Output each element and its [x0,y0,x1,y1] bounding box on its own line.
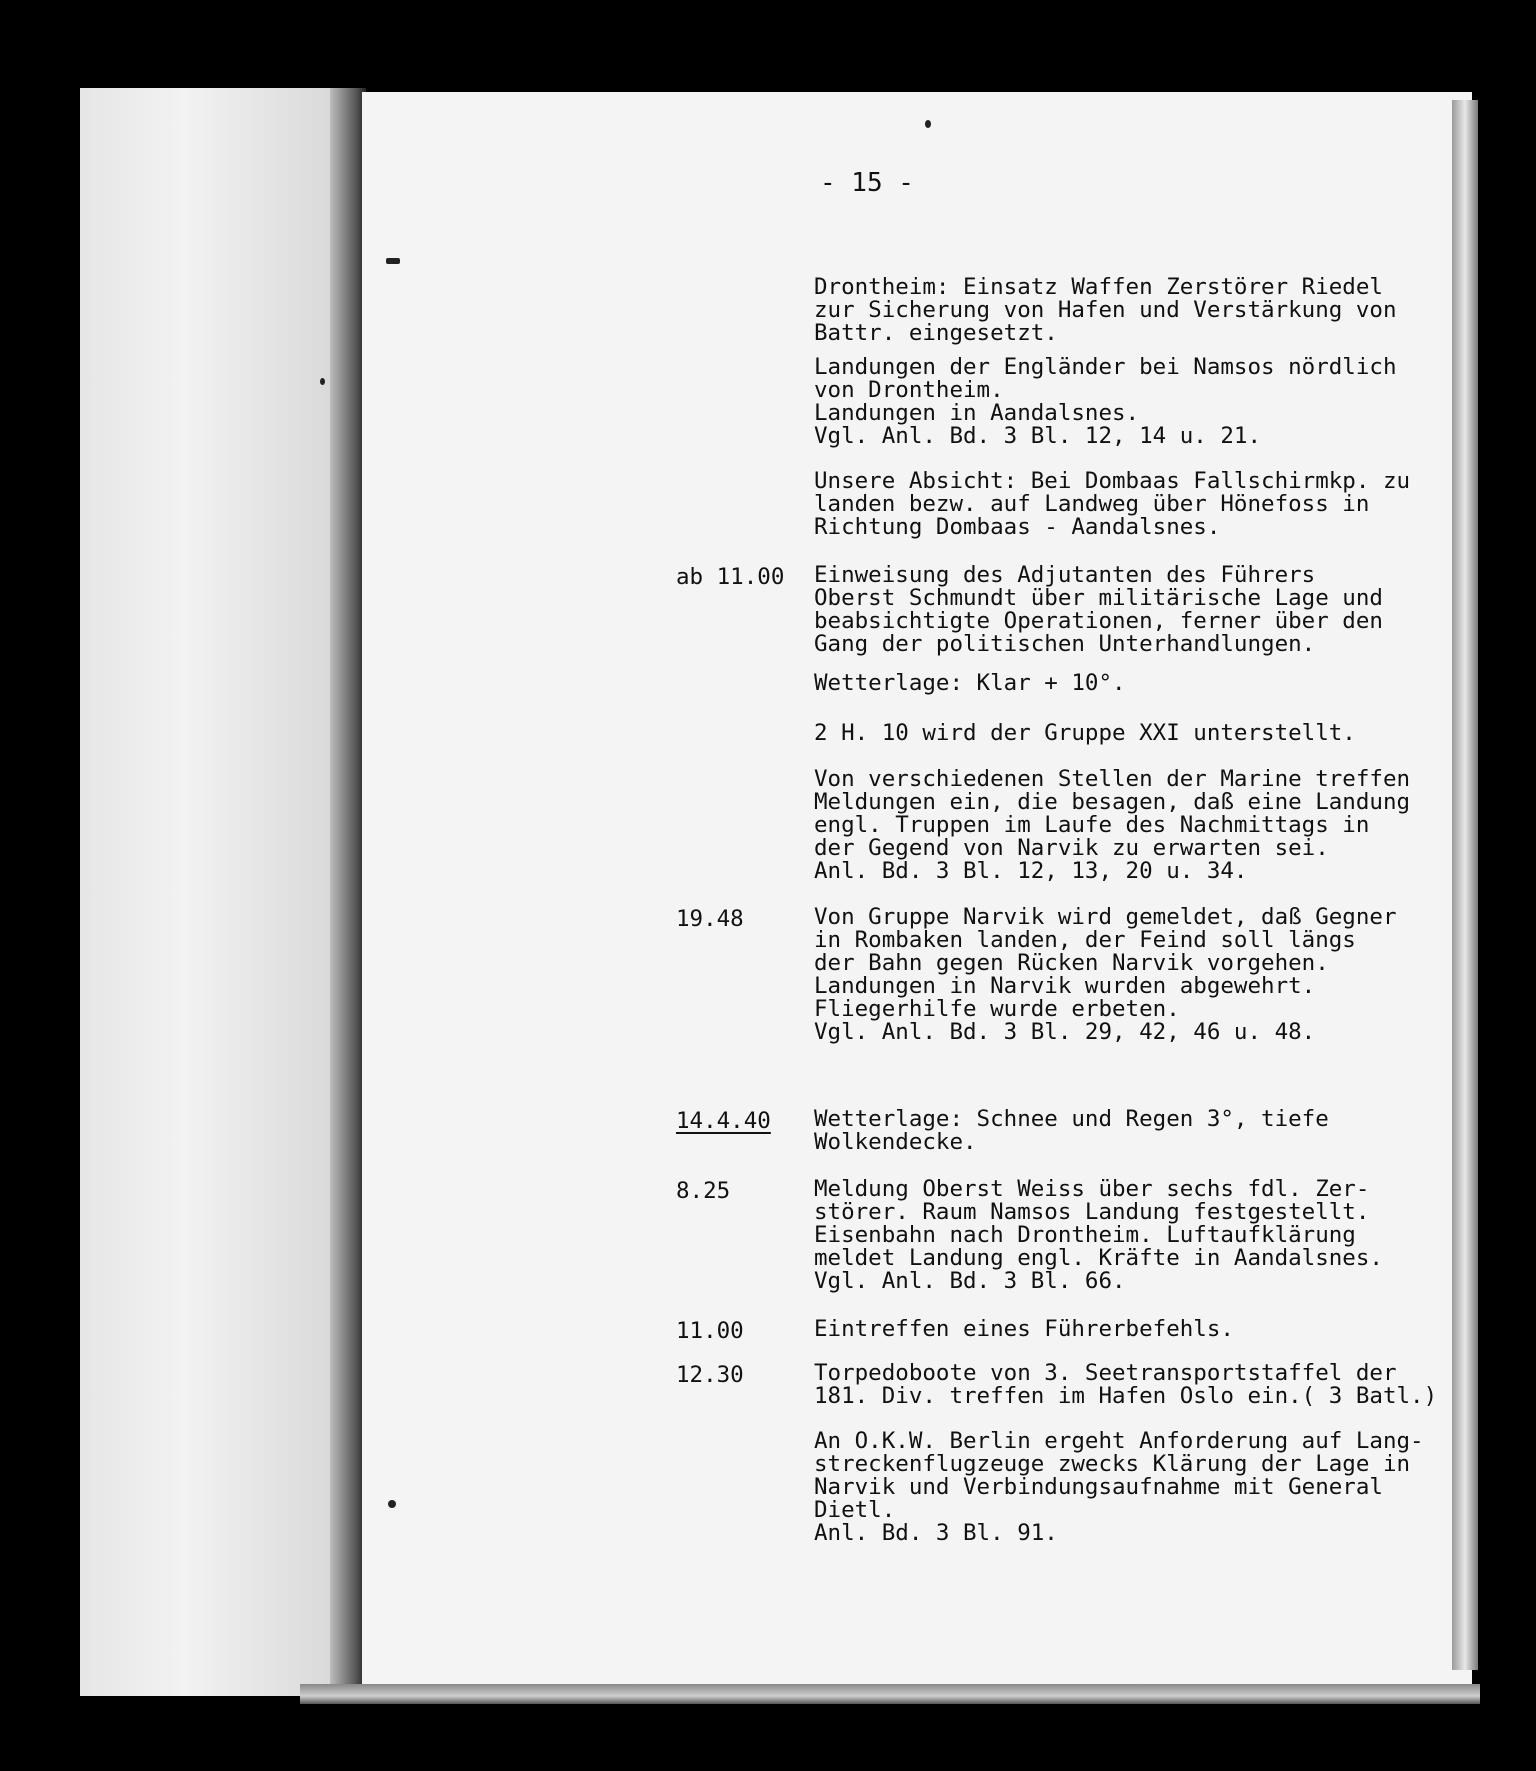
ink-speck [925,120,931,128]
entry-line: Vgl. Anl. Bd. 3 Bl. 12, 14 u. 21. [814,423,1262,449]
entry-line: Wetterlage: Schnee und Regen 3°, tiefe [814,1106,1329,1132]
entry-line: meldet Landung engl. Kräfte in Aandalsnes. [814,1245,1383,1271]
entry-line: Torpedoboote von 3. Seetransportstaffel der [814,1360,1397,1386]
entry-line: Richtung Dombaas - Aandalsnes. [814,514,1221,540]
entry-line: Eintreffen eines Führerbefehls. [814,1316,1234,1342]
entry-text [814,1362,1437,1408]
entry-time: 8.25 [676,1178,731,1204]
entry-line: streckenflugzeuge zwecks Klärung der Lage in [814,1451,1411,1477]
entry-time: 19.48 [676,906,744,932]
entry-time: 11.00 [676,1318,744,1344]
entry-line: 2 H. 10 wird der Gruppe XXI unterstellt. [814,720,1356,746]
entry-line: Oberst Schmundt über militärische Lage und [814,585,1383,611]
entry-text [814,672,1126,695]
entry-text [814,1178,1383,1293]
entry-line: Von Gruppe Narvik wird gemeldet, daß Gegner [814,904,1397,930]
entry-line: Eisenbahn nach Drontheim. Luftaufklärung [814,1222,1356,1248]
entry-line: engl. Truppen im Laufe des Nachmittags in [814,812,1370,838]
entry-time: 12.30 [676,1362,744,1388]
ink-speck [320,378,325,385]
entry-line: Battr. eingesetzt. [814,320,1058,346]
entry-text [814,1108,1329,1154]
entry-line: Vgl. Anl. Bd. 3 Bl. 29, 42, 46 u. 48. [814,1019,1316,1045]
entry-line: beabsichtigte Operationen, ferner über den [814,608,1383,634]
entry-line: der Bahn gegen Rücken Narvik vorgehen. [814,950,1329,976]
entry-line: zur Sicherung von Hafen und Verstärkung von [814,297,1397,323]
entry-line: An O.K.W. Berlin ergeht Anforderung auf Lang- [814,1428,1424,1454]
entry-line: Anl. Bd. 3 Bl. 91. [814,1520,1058,1546]
entry-text [814,768,1410,883]
entry-line: Von verschiedenen Stellen der Marine treffen [814,766,1411,792]
entry-line: Anl. Bd. 3 Bl. 12, 13, 20 u. 34. [814,858,1248,884]
entry-text [814,722,1356,745]
entry-line: der Gegend von Narvik zu erwarten sei. [814,835,1329,861]
page-number: - 15 - [820,168,914,198]
entry-line: Gang der politischen Unterhandlungen. [814,631,1316,657]
entry-time: ab 11.00 [676,564,785,590]
ink-speck [386,258,400,264]
entry-time: 14.4.40 [676,1108,771,1134]
entry-line: Wetterlage: Klar + 10°. [814,670,1126,696]
entry-text [814,1430,1424,1545]
entry-line: in Rombaken landen, der Feind soll längs [814,927,1356,953]
entry-line: Meldung Oberst Weiss über sechs fdl. Zer- [814,1176,1370,1202]
entry-text [814,906,1396,1044]
page-edge-right [1452,100,1478,1670]
entry-text [814,470,1410,539]
entry-line: Vgl. Anl. Bd. 3 Bl. 66. [814,1268,1126,1294]
entry-line: Meldungen ein, die besagen, daß eine Landung [814,789,1411,815]
entry-line: 181. Div. treffen im Hafen Oslo ein.( 3 Batl.) [814,1383,1438,1409]
entry-line: Landungen in Narvik wurden abgewehrt. [814,973,1316,999]
entry-line: Unsere Absicht: Bei Dombaas Fallschirmkp. zu [814,468,1411,494]
entry-line: Landungen in Aandalsnes. [814,400,1140,426]
entry-text [814,356,1396,448]
entry-line: Fliegerhilfe wurde erbeten. [814,996,1180,1022]
entry-line: störer. Raum Namsos Landung festgestellt. [814,1199,1370,1225]
entry-line: Wolkendecke. [814,1129,977,1155]
book-gutter [330,88,366,1696]
entry-text [814,276,1396,345]
entry-line: von Drontheim. [814,377,1004,403]
left-page [80,88,342,1696]
entry-line: landen bezw. auf Landweg über Hönefoss in [814,491,1370,517]
ink-speck [388,1500,396,1508]
entry-text [814,1318,1234,1341]
entry-line: Landungen der Engländer bei Namsos nördlich [814,354,1397,380]
page-edge-bottom [300,1684,1480,1704]
entry-line: Dietl. [814,1497,896,1523]
entry-text [814,564,1383,656]
entry-line: Narvik und Verbindungsaufnahme mit General [814,1474,1383,1500]
entry-line: Einweisung des Adjutanten des Führers [814,562,1316,588]
entry-line: Drontheim: Einsatz Waffen Zerstörer Riedel [814,274,1383,300]
